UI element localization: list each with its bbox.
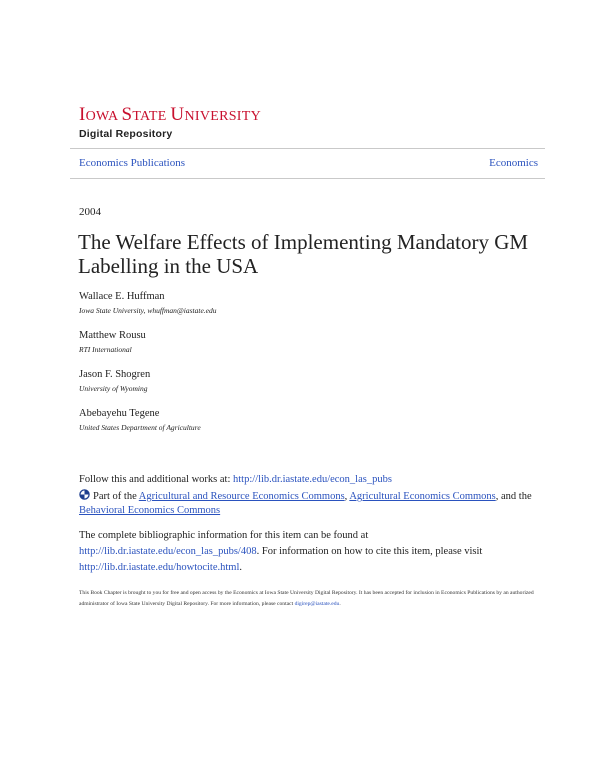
collection-url-link[interactable]: http://lib.dr.iastate.edu/econ_las_pubs (233, 474, 392, 485)
citation-info: The complete bibliographic information for this item can be found at http://lib.dr.iastate.edu/econ_las_pubs/408. For information on how to cite this item, please visit http://lib.dr.iastate.edu/howtocite.html. (79, 530, 483, 573)
author-name: Jason F. Shogren (79, 369, 151, 380)
author-affiliation: RTI International (79, 345, 132, 354)
header-divider-bottom (70, 178, 545, 179)
collection-link[interactable]: Economics Publications (79, 157, 186, 169)
author-name: Abebayehu Tegene (79, 408, 160, 419)
network-commons-icon (79, 489, 90, 500)
behavioral-econ-commons-link[interactable]: Behavioral Economics Commons (79, 505, 221, 516)
author-affiliation: United States Department of Agriculture (79, 423, 201, 432)
agri-resource-econ-commons-link[interactable]: Agricultural and Resource Economics Commons (138, 491, 345, 502)
header-divider-top (70, 148, 545, 149)
item-url-link[interactable]: http://lib.dr.iastate.edu/econ_las_pubs/408 (79, 546, 257, 557)
part-of-text: Part of the (93, 491, 139, 502)
contact-email-link[interactable]: digirep@iastate.edu (294, 600, 340, 607)
author-name: Wallace E. Huffman (79, 291, 165, 302)
author-entry (79, 329, 217, 356)
author-entry (79, 368, 217, 395)
university-logo (79, 105, 261, 140)
follow-line (79, 473, 539, 486)
howtocite-link[interactable]: http://lib.dr.iastate.edu/howtocite.html (79, 562, 240, 573)
author-entry (79, 407, 217, 434)
logo-wordmark: IOWA STATE UNIVERSITY (79, 104, 262, 125)
agri-econ-commons-link[interactable]: Agricultural Economics Commons (349, 491, 496, 502)
author-affiliation: University of Wyoming (79, 384, 148, 393)
author-name: Matthew Rousu (79, 330, 146, 341)
author-list (79, 290, 217, 446)
author-affiliation: Iowa State University, whuffman@iastate.edu (79, 306, 217, 315)
department-link[interactable]: Economics (489, 157, 538, 169)
author-entry (79, 290, 217, 317)
follow-text: Follow this and additional works at: (79, 474, 233, 485)
publication-year: 2004 (79, 206, 101, 218)
paper-title: The Welfare Effects of Implementing Mandatory GM Labelling in the USA (78, 230, 529, 278)
footer-notice: This Book Chapter is brought to you for free and open access by the Economics at Iowa State University Digital Repository. It has been accepted for inclusion in Economics Publications by an authorized administrator of Iowa State University Digital Repository. For more information, please contact digirep@iastate.edu. (79, 590, 534, 607)
part-of-line: Part of the Agricultural and Resource Economics Commons, Agricultural Economics Commons, and the Behavioral Economics Commons (79, 491, 532, 516)
logo-subtitle: Digital Repository (79, 128, 173, 140)
